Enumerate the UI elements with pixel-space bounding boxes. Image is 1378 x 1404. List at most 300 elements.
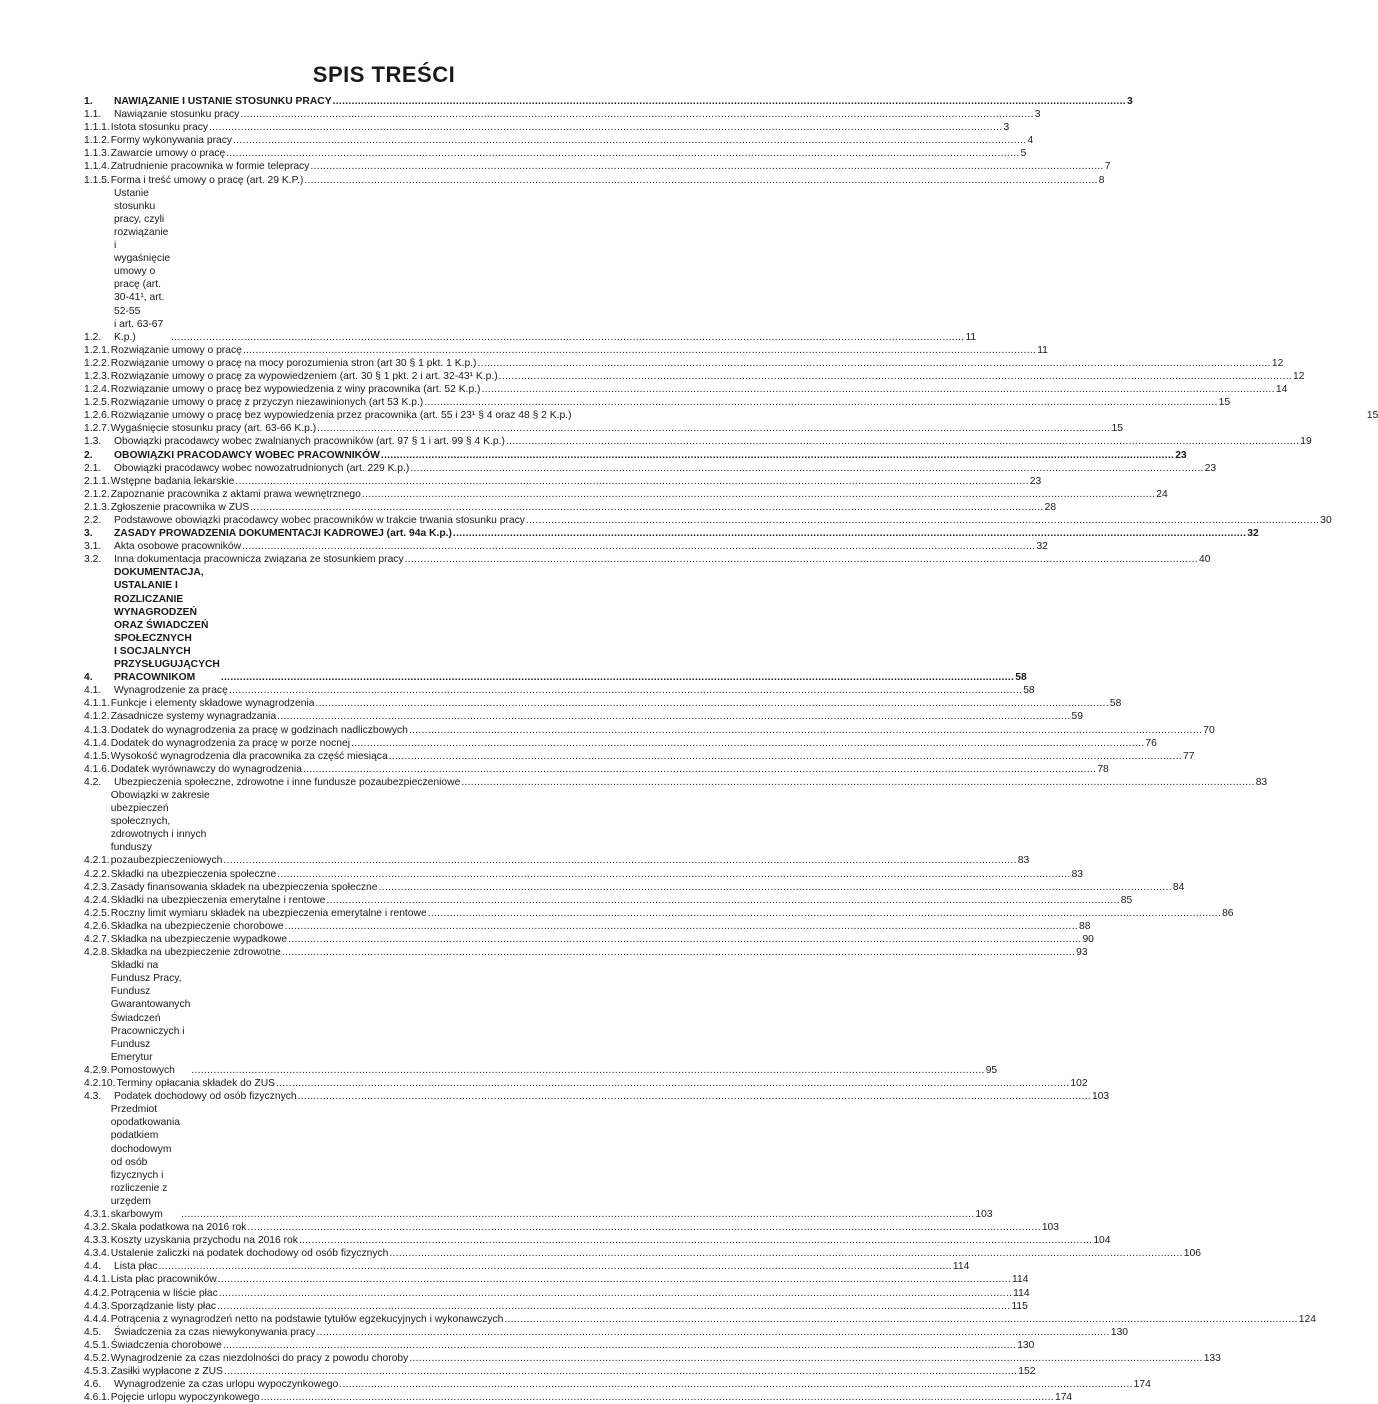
toc-title: Podstawowe obowiązki pracodawcy wobec pracowników w trakcie trwania stosunku pracy xyxy=(114,515,525,526)
toc-title: Lista płac pracowników xyxy=(110,1274,217,1286)
toc-leader-dots xyxy=(389,750,1182,763)
toc-title: Ubezpieczenia społeczne, zdrowotne i inne fundusze pozaubezpieczeniowe xyxy=(114,776,461,788)
toc-page-number: 152 xyxy=(1018,1366,1036,1378)
toc-page-number: 95 xyxy=(985,1064,998,1076)
toc-entry[interactable] xyxy=(84,789,1030,868)
toc-title: Skala podatkowa na 2016 rok xyxy=(110,1222,247,1234)
toc-leader-dots xyxy=(362,488,1155,501)
toc-number: 4.2.3. xyxy=(84,881,110,893)
toc-number: 2. xyxy=(84,449,93,461)
toc-page-number: 30 xyxy=(1320,515,1332,526)
toc-number: 1. xyxy=(84,96,93,107)
toc-entry[interactable] xyxy=(84,160,1111,173)
toc-leader-dots xyxy=(243,344,1036,357)
toc-entry[interactable] xyxy=(84,907,1234,920)
toc-leader-dots xyxy=(218,1273,1011,1286)
toc-leader-dots xyxy=(240,108,1033,121)
toc-entry[interactable] xyxy=(84,1221,1059,1234)
toc-page-number: 102 xyxy=(1070,1078,1088,1090)
toc-entry[interactable] xyxy=(84,396,1231,409)
toc-entry[interactable] xyxy=(84,370,1305,383)
toc-title: Składki na ubezpieczenia emerytalne i rentowe xyxy=(110,894,326,906)
toc-number: 1.2.7. xyxy=(84,423,110,435)
toc-page-number: 11 xyxy=(965,331,977,343)
toc-page-number: 7 xyxy=(1104,161,1111,173)
toc-number: 4.2.10. xyxy=(84,1078,116,1090)
toc-number: 1.3. xyxy=(84,436,102,448)
toc-title-line: Pomostowych xyxy=(110,1064,175,1076)
toc-leader-dots xyxy=(285,920,1078,933)
toc-title: Świadczenia chorobowe xyxy=(110,1339,222,1351)
toc-leader-dots xyxy=(247,1221,1040,1234)
toc-title: Zatrudnienie pracownika w formie telepracy xyxy=(110,161,310,173)
toc-number: 4.2.1. xyxy=(84,855,110,867)
toc-page-number: 114 xyxy=(1012,1274,1029,1286)
toc-number: 3.1. xyxy=(84,541,102,553)
toc-page-number: 32 xyxy=(1036,541,1048,553)
toc-page-number: 103 xyxy=(975,1208,993,1220)
toc-entry[interactable] xyxy=(84,710,1084,723)
toc-number: 1.2.3. xyxy=(84,370,110,382)
toc-number: 4.2.8. xyxy=(84,947,110,959)
toc-page-number: 174 xyxy=(1133,1379,1151,1391)
toc-number: 4.6.1. xyxy=(84,1392,110,1404)
toc-number: 1.2. xyxy=(84,331,102,343)
toc-number: 3. xyxy=(84,528,93,540)
toc-entry[interactable] xyxy=(84,1326,1129,1339)
toc-page-number: 19 xyxy=(1300,436,1312,448)
toc-entry[interactable] xyxy=(84,121,1010,134)
toc-leader-dots xyxy=(209,121,1002,134)
toc-title: Nawiązanie stosunku pracy xyxy=(114,109,240,121)
toc-page-number: 76 xyxy=(1145,737,1157,749)
toc-number: 4. xyxy=(84,672,93,684)
toc-number: 4.4.4. xyxy=(84,1313,110,1325)
toc-leader-dots xyxy=(526,514,1319,527)
toc-leader-dots xyxy=(235,475,1028,488)
toc-title: Formy wykonywania pracy xyxy=(110,135,233,147)
toc-entry[interactable] xyxy=(84,1391,1073,1404)
toc-page-number: 12 xyxy=(1293,370,1305,382)
toc-page-number: 114 xyxy=(952,1261,970,1273)
toc-page-number: 8 xyxy=(1098,174,1105,186)
toc-leader-dots xyxy=(326,894,1119,907)
toc-entry[interactable] xyxy=(84,147,1027,160)
toc-title: Dodatek do wynagrodzenia za pracę w godzinach nadliczbowych xyxy=(110,724,408,736)
toc-title xyxy=(111,959,191,1077)
toc-page-number: 24 xyxy=(1156,488,1168,500)
toc-title: Terminy opłacania składek do ZUS xyxy=(116,1078,276,1090)
toc-entry[interactable] xyxy=(84,174,1105,187)
toc-entry[interactable] xyxy=(84,946,1088,959)
toc-title: OBOWIĄZKI PRACODAWCY WOBEC PRACOWNIKÓW xyxy=(114,449,380,461)
toc-leader-dots xyxy=(299,1234,1092,1247)
toc-title-line: Składki na Fundusz Pracy, Fundusz Gwarantowanych Świadczeń Pracowniczych i Fundusz Emerytur xyxy=(110,960,191,1063)
toc-leader-dots xyxy=(317,422,1110,435)
toc-title: Rozwiązanie umowy o pracę z przyczyn niezawinionych (art 53 K.p.) xyxy=(110,397,424,409)
toc-entry[interactable] xyxy=(84,422,1123,435)
toc-number: 4.2.4. xyxy=(84,894,110,906)
toc-title xyxy=(111,1103,180,1221)
toc-entry[interactable] xyxy=(84,357,1284,370)
toc-title: Obowiązki pracodawcy wobec nowozatrudnionych (art. 229 K.p.) xyxy=(114,462,410,474)
toc-entry[interactable] xyxy=(84,920,1091,933)
table-of-contents xyxy=(84,95,1378,1404)
toc-page-number: 28 xyxy=(1044,501,1057,513)
toc-leader-dots xyxy=(221,671,1014,684)
toc-number: 4.5.2. xyxy=(84,1353,110,1364)
toc-title: Wysokość wynagrodzenia dla pracownika za część miesiąca xyxy=(110,750,388,762)
toc-title: Wygaśnięcie stosunku pracy (art. 63-66 K.p.) xyxy=(110,423,317,435)
toc-title: Akta osobowe pracowników xyxy=(114,541,242,553)
toc-number: 1.2.5. xyxy=(84,397,110,409)
toc-page-number: 11 xyxy=(1037,344,1048,356)
toc-number: 4.5.3. xyxy=(84,1366,110,1378)
toc-title xyxy=(114,187,170,344)
toc-entry[interactable] xyxy=(84,1273,1029,1286)
toc-number: 4.1.4. xyxy=(84,737,110,749)
toc-page-number: 83 xyxy=(1017,855,1030,867)
toc-page-number: 58 xyxy=(1109,698,1122,710)
toc-number: 4.4. xyxy=(84,1261,102,1273)
toc-page-number: 104 xyxy=(1093,1235,1111,1247)
toc-number: 2.2. xyxy=(84,515,102,526)
toc-leader-dots xyxy=(424,396,1217,409)
toc-number: 4.3.4. xyxy=(84,1248,110,1260)
toc-title-line: DOKUMENTACJA, USTALANIE I ROZLICZANIE WYNAGRODZEŃ ORAZ ŚWIADCZEŃ SPOŁECZNYCH xyxy=(114,567,209,644)
toc-entry[interactable] xyxy=(84,1313,1316,1326)
toc-entry[interactable] xyxy=(84,1365,1036,1378)
toc-page-number: 114 xyxy=(1013,1287,1030,1299)
toc-entry[interactable] xyxy=(84,383,1288,396)
toc-number: 4.1.5. xyxy=(84,750,110,762)
toc-title: Roczny limit wymiaru składek na ubezpieczenia emerytalne i rentowe xyxy=(110,907,427,919)
toc-number: 4.3.3. xyxy=(84,1235,110,1247)
toc-title-line: i art. 63-67 K.p.) xyxy=(114,318,164,343)
toc-leader-dots xyxy=(333,95,1126,108)
toc-leader-dots xyxy=(379,881,1172,894)
toc-page-number: 4 xyxy=(1027,135,1034,147)
toc-leader-dots xyxy=(277,868,1070,881)
toc-title: Składki na ubezpieczenia społeczne xyxy=(110,868,277,880)
toc-page-number: 15 xyxy=(1111,423,1123,435)
toc-number: 4.2.7. xyxy=(84,934,110,945)
toc-title: Rozwiązanie umowy o pracę za wypowiedzeniem (art. 30 § 1 pkt. 2 i art. 32-43¹ K.p.) xyxy=(110,370,498,382)
toc-entry[interactable] xyxy=(84,344,1048,357)
toc-page-number: 115 xyxy=(1011,1300,1028,1312)
toc-number: 4.6. xyxy=(84,1379,102,1391)
toc-title: Ustalenie zaliczki na podatek dochodowy od osób fizycznych xyxy=(110,1248,389,1260)
toc-number: 4.4.1. xyxy=(84,1274,110,1286)
toc-title: Funkcje i elementy składowe wynagrodzenia xyxy=(110,698,315,710)
toc-number: 4.2.6. xyxy=(84,920,110,932)
toc-entry[interactable] xyxy=(84,134,1034,147)
toc-page-number: 23 xyxy=(1175,449,1187,461)
toc-leader-dots xyxy=(304,174,1097,187)
toc-leader-dots xyxy=(339,1378,1132,1391)
toc-leader-dots xyxy=(261,1391,1054,1404)
toc-page-number: 23 xyxy=(1029,475,1042,487)
toc-leader-dots xyxy=(191,1064,984,1077)
toc-page-number: 85 xyxy=(1120,894,1133,906)
toc-leader-dots xyxy=(219,1287,1012,1300)
toc-leader-dots xyxy=(303,763,1096,776)
toc-page-number: 88 xyxy=(1079,920,1091,932)
toc-number: 2.1.2. xyxy=(84,488,110,500)
toc-title-line: skarbowym xyxy=(110,1208,163,1220)
toc-number: 4.1. xyxy=(84,685,102,697)
toc-page-number: 90 xyxy=(1082,934,1094,945)
toc-title-line: Obowiązki w zakresie ubezpieczeń społecznych, zdrowotnych i innych funduszy xyxy=(110,789,210,854)
toc-number: 1.2.4. xyxy=(84,384,110,396)
toc-number: 1.1.2. xyxy=(84,135,110,147)
toc-entry[interactable] xyxy=(84,1300,1028,1313)
toc-number: 4.5.1. xyxy=(84,1339,110,1351)
toc-leader-dots xyxy=(409,724,1202,737)
toc-number: 1.1.1. xyxy=(84,122,110,134)
toc-entry[interactable] xyxy=(84,933,1094,946)
toc-title: Potrącenia w liście płac xyxy=(110,1287,218,1299)
toc-number: 4.2.2. xyxy=(84,868,110,880)
toc-title: Lista płac xyxy=(114,1261,158,1273)
toc-leader-dots xyxy=(351,737,1144,750)
toc-title: Wynagrodzenie za pracę xyxy=(114,685,228,697)
toc-page-number: 130 xyxy=(1017,1339,1035,1351)
toc-leader-dots xyxy=(276,1077,1069,1090)
toc-number: 4.3. xyxy=(84,1091,102,1103)
toc-page-number: 32 xyxy=(1247,528,1259,540)
toc-number: 2.1.3. xyxy=(84,501,110,513)
toc-entry[interactable] xyxy=(84,501,1057,514)
toc-title: NAWIĄZANIE I USTANIE STOSUNKU PRACY xyxy=(114,96,332,107)
toc-page-number: 103 xyxy=(1041,1222,1059,1234)
toc-leader-dots xyxy=(171,331,964,344)
toc-entry[interactable] xyxy=(84,1260,970,1273)
toc-number: 4.2.5. xyxy=(84,907,110,919)
toc-entry[interactable] xyxy=(84,1287,1030,1300)
toc-entry[interactable] xyxy=(84,475,1042,488)
toc-leader-dots xyxy=(250,501,1043,514)
toc-title: Składka na ubezpieczenie wypadkowe xyxy=(110,934,288,945)
toc-leader-dots xyxy=(410,462,1203,475)
toc-number: 1.1.5. xyxy=(84,174,110,186)
toc-number: 1.2.2. xyxy=(84,357,110,369)
toc-number: 1.2.1. xyxy=(84,344,110,356)
toc-number: 4.1.6. xyxy=(84,763,110,775)
toc-chapter[interactable] xyxy=(84,566,1027,684)
toc-entry[interactable] xyxy=(84,881,1185,894)
toc-title: Rozwiązanie umowy o pracę bez wypowiedzenia przez pracownika (art. 55 i 23¹ § 4 oraz 48 § 2 K.p.) xyxy=(110,410,572,422)
toc-title: Koszty uzyskania przychodu na 2016 rok xyxy=(110,1235,298,1247)
toc-page-number: 58 xyxy=(1015,672,1027,684)
toc-title: Rozwiązanie umowy o pracę bez wypowiedzenia z winy pracownika (art. 52 K.p.) xyxy=(110,384,481,396)
toc-title: Obowiązki pracodawcy wobec zwalnianych pracowników (art. 97 § 1 i art. 99 § 4 K.p.) xyxy=(114,436,505,448)
toc-entry[interactable] xyxy=(84,1103,993,1221)
toc-entry[interactable] xyxy=(84,540,1048,553)
toc-entry[interactable] xyxy=(84,1339,1035,1352)
toc-page-number: 12 xyxy=(1271,357,1284,369)
toc-number: 4.1.2. xyxy=(84,711,110,723)
toc-entry[interactable] xyxy=(84,684,1035,697)
toc-entry[interactable] xyxy=(84,1378,1151,1391)
toc-entry[interactable] xyxy=(84,750,1195,763)
toc-leader-dots xyxy=(226,147,1019,160)
toc-title: Podatek dochodowy od osób fizycznych xyxy=(114,1091,297,1103)
toc-leader-dots xyxy=(223,1339,1016,1352)
toc-page-number: 14 xyxy=(1275,384,1288,396)
page-title: SPIS TREŚCI xyxy=(312,62,456,87)
toc-page-number: 106 xyxy=(1183,1248,1201,1260)
toc-leader-dots xyxy=(298,1090,1091,1103)
toc-title: Istota stosunku pracy xyxy=(110,122,209,134)
toc-leader-dots xyxy=(316,697,1109,710)
toc-entry[interactable] xyxy=(84,1234,1111,1247)
toc-leader-dots xyxy=(217,1300,1010,1313)
toc-leader-dots xyxy=(461,776,1254,789)
toc-entry[interactable] xyxy=(84,488,1168,501)
toc-page-number: 78 xyxy=(1097,763,1109,775)
toc-number: 4.5. xyxy=(84,1326,102,1338)
toc-leader-dots xyxy=(277,710,1070,723)
toc-leader-dots xyxy=(224,1365,1017,1378)
toc-title: Rozwiązanie umowy o pracę na mocy porozumienia stron (art 30 § 1 pkt. 1 K.p.) xyxy=(110,357,477,369)
toc-number: 2.1. xyxy=(84,462,102,474)
toc-title: Inna dokumentacja pracownicza związana ze stosunkiem pracy xyxy=(114,554,404,566)
toc-title: Zawarcie umowy o pracę xyxy=(110,148,226,160)
toc-entry[interactable] xyxy=(84,776,1268,789)
toc-entry[interactable] xyxy=(84,553,1211,566)
toc-page-number: 70 xyxy=(1203,724,1215,736)
toc-leader-dots xyxy=(233,134,1026,147)
toc-title-line: I SOCJALNYCH PRZYSŁUGUJĄCYCH PRACOWNIKOM xyxy=(114,645,220,684)
toc-title: Zgłoszenie pracownika w ZUS xyxy=(110,501,250,513)
toc-number: 1.1.4. xyxy=(84,161,110,173)
toc-title: Rozwiązanie umowy o pracę xyxy=(110,344,242,356)
toc-leader-dots xyxy=(481,383,1274,396)
toc-leader-dots xyxy=(477,357,1270,370)
toc-page-number: 40 xyxy=(1198,554,1211,566)
toc-page-number: 93 xyxy=(1076,947,1088,959)
toc-page-number: 77 xyxy=(1183,750,1195,762)
toc-leader-dots xyxy=(159,1260,952,1273)
toc-title: Składka na ubezpieczenie zdrowotne xyxy=(110,947,281,959)
toc-title: Zapoznanie pracownika z aktami prawa wewnętrznego xyxy=(110,488,361,500)
toc-entry[interactable] xyxy=(84,697,1122,710)
toc-entry[interactable] xyxy=(84,724,1215,737)
toc-entry[interactable] xyxy=(84,514,1332,527)
toc-page-number: 58 xyxy=(1023,685,1035,697)
toc-leader-dots xyxy=(229,684,1022,697)
toc-leader-dots xyxy=(506,435,1299,448)
toc-page-number: 124 xyxy=(1298,1313,1316,1325)
toc-leader-dots xyxy=(389,1247,1182,1260)
toc-entry[interactable] xyxy=(84,409,1378,422)
toc-number: 3.2. xyxy=(84,554,102,566)
toc-title: Wstępne badania lekarskie xyxy=(110,475,235,487)
toc-page-number: 15 xyxy=(1366,410,1378,422)
toc-leader-dots xyxy=(499,370,1292,383)
toc-leader-dots xyxy=(316,1326,1109,1339)
toc-number: 4.1.1. xyxy=(84,698,110,710)
toc-title-line: pozaubezpieczeniowych xyxy=(110,855,223,867)
toc-page-number: 174 xyxy=(1054,1392,1073,1404)
toc-entry[interactable] xyxy=(84,1352,1221,1365)
toc-entry[interactable] xyxy=(84,959,998,1077)
toc-page-number: 5 xyxy=(1020,148,1027,160)
toc-title-line: Przedmiot opodatkowania podatkiem dochodowym od osób fizycznych i rozliczenie z urzędem xyxy=(110,1104,181,1207)
toc-page-number: 15 xyxy=(1218,397,1231,409)
toc-number: 4.1.3. xyxy=(84,724,110,736)
toc-chapter[interactable] xyxy=(84,527,1259,540)
toc-page-number: 3 xyxy=(1126,96,1133,107)
toc-page-number: 59 xyxy=(1071,711,1084,723)
toc-entry[interactable] xyxy=(84,108,1041,121)
toc-title xyxy=(111,789,223,868)
toc-title: Składka na ubezpieczenie chorobowe xyxy=(110,920,284,932)
toc-chapter[interactable] xyxy=(84,95,1133,108)
toc-title: Pojęcie urlopu wypoczynkowego xyxy=(110,1392,260,1404)
toc-title: Wynagrodzenie za czas niezdolności do pracy z powodu choroby xyxy=(110,1353,409,1364)
toc-page-number: 23 xyxy=(1204,462,1217,474)
toc-title: Dodatek wyrównawczy do wynagrodzenia xyxy=(110,763,302,775)
toc-page-number: 83 xyxy=(1255,776,1268,788)
toc-title: Zasiłki wypłacone z ZUS xyxy=(110,1366,223,1378)
toc-title: Zasadnicze systemy wynagradzania xyxy=(110,711,277,723)
toc-leader-dots xyxy=(282,946,1075,959)
toc-title: ZASADY PROWADZENIA DOKUMENTACJI KADROWEJ (art. 94a K.p.) xyxy=(114,528,452,540)
toc-page-number: 103 xyxy=(1091,1091,1110,1103)
toc-entry[interactable] xyxy=(84,763,1109,776)
toc-entry[interactable] xyxy=(84,1077,1088,1090)
toc-entry[interactable] xyxy=(84,868,1084,881)
toc-leader-dots xyxy=(409,1352,1202,1365)
toc-title: Dodatek do wynagrodzenia za pracę w porze nocnej xyxy=(110,737,351,749)
toc-number: 1.2.6. xyxy=(84,410,110,422)
toc-entry[interactable] xyxy=(84,187,977,344)
toc-page-number: 3 xyxy=(1003,122,1010,134)
toc-entry[interactable] xyxy=(84,894,1133,907)
toc-title: Wynagrodzenie za czas urlopu wypoczynkowego xyxy=(114,1379,339,1391)
toc-number: 4.3.1. xyxy=(84,1208,110,1220)
toc-leader-dots xyxy=(381,449,1174,462)
toc-title-line: Ustanie stosunku pracy, czyli rozwiązanie i wygaśnięcie umowy o pracę (art. 30-41¹, art. 52-55 xyxy=(114,187,171,317)
toc-number: 4.3.2. xyxy=(84,1222,110,1234)
toc-number: 1.1.3. xyxy=(84,148,110,160)
toc-title: Potrącenia z wynagrodzeń netto na podstawie tytułów egzekucyjnych i wykonawczych xyxy=(110,1313,504,1325)
toc-leader-dots xyxy=(428,907,1221,920)
toc-title: Świadczenia za czas niewykonywania pracy xyxy=(114,1326,316,1338)
toc-entry[interactable] xyxy=(84,737,1157,750)
toc-page-number: 83 xyxy=(1071,868,1084,880)
toc-leader-dots xyxy=(504,1313,1297,1326)
toc-leader-dots xyxy=(181,1208,974,1221)
toc-number: 4.4.3. xyxy=(84,1300,110,1312)
toc-leader-dots xyxy=(223,854,1016,867)
toc-chapter[interactable] xyxy=(84,449,1187,462)
toc-leader-dots xyxy=(453,527,1246,540)
toc-number: 4.4.2. xyxy=(84,1287,110,1299)
toc-page-number: 3 xyxy=(1034,109,1041,121)
toc-entry[interactable] xyxy=(84,1090,1110,1103)
toc-number: 4.2.9. xyxy=(84,1064,110,1076)
toc-entry[interactable] xyxy=(84,435,1312,448)
toc-title: Sporządzanie listy płac xyxy=(110,1300,217,1312)
toc-leader-dots xyxy=(288,933,1081,946)
toc-leader-dots xyxy=(310,160,1103,173)
toc-entry[interactable] xyxy=(84,1247,1201,1260)
toc-entry[interactable] xyxy=(84,462,1217,475)
toc-leader-dots xyxy=(405,553,1198,566)
